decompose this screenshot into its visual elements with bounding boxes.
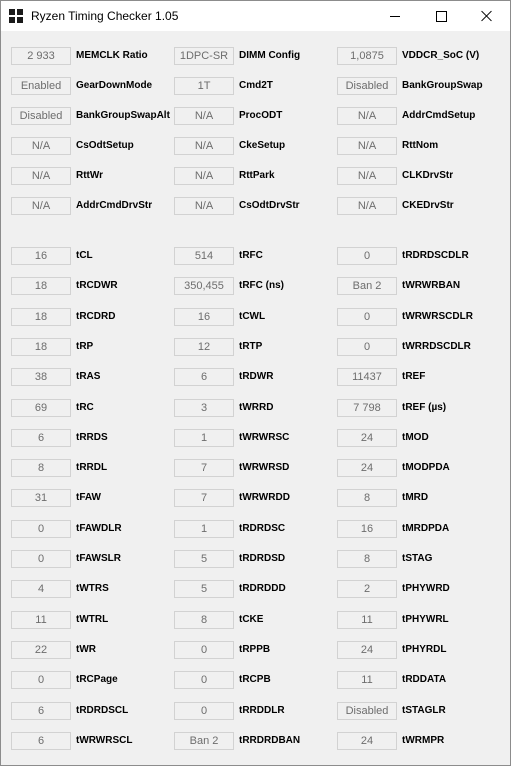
timing-value-field[interactable]: 18 [11, 308, 71, 326]
timing-label: tRRDL [76, 462, 108, 474]
timing-label: tRFC (ns) [239, 280, 284, 292]
timing-value-field[interactable]: Disabled [11, 107, 71, 125]
timing-label: tSTAG [402, 553, 433, 564]
timing-label: CsOdtDrvStr [239, 200, 300, 211]
title-bar[interactable] [1, 1, 510, 31]
timing-value-field[interactable]: 8 [337, 489, 397, 507]
timing-value-field[interactable]: 0 [174, 702, 234, 720]
timing-label: AddrCmdSetup [402, 110, 476, 121]
timing-value-field[interactable]: 1 [174, 520, 234, 538]
timing-label: tRTP [239, 340, 263, 352]
timing-label: tRAS [76, 371, 101, 383]
timing-label: tRFC [239, 250, 263, 261]
timing-label: tRDDATA [402, 674, 447, 686]
timing-label: CLKDrvStr [402, 170, 454, 181]
timing-value-field[interactable]: 8 [174, 611, 234, 629]
timing-value-field[interactable]: 38 [11, 368, 71, 386]
timing-label: VDDCR_SoC (V) [402, 50, 480, 61]
timing-value-field[interactable]: 11 [337, 671, 397, 689]
timing-label: RttPark [239, 170, 275, 181]
timing-value-field[interactable]: 1DPC-SR [174, 47, 234, 65]
timing-label: tRP [76, 340, 94, 352]
timing-label: tRRDS [76, 431, 108, 443]
timing-value-field[interactable]: Enabled [11, 77, 71, 95]
timing-label: tRCDWR [76, 280, 118, 292]
timing-label: tPHYWRL [402, 613, 449, 625]
timing-value-field[interactable]: 16 [337, 520, 397, 538]
timing-value-field[interactable]: 2 [337, 580, 397, 598]
timing-label: tRDRDSC [239, 522, 286, 534]
timing-label: tREF [402, 371, 426, 383]
timing-value-field[interactable]: 7 798 [337, 399, 397, 417]
timing-label: CsOdtSetup [76, 140, 134, 151]
timing-label: tRRDDLR [239, 704, 285, 716]
timing-value-field[interactable]: 12 [174, 338, 234, 356]
timing-value-field[interactable]: 0 [11, 520, 71, 538]
timing-value-field[interactable]: 16 [11, 247, 71, 265]
timing-label: tRDWR [239, 371, 274, 383]
timing-value-field[interactable]: N/A [174, 197, 234, 215]
timing-label: tWRWRBAN [402, 280, 461, 292]
timing-value-field[interactable]: N/A [337, 197, 397, 215]
timing-value-field[interactable]: Disabled [337, 77, 397, 95]
timing-label: tWRWRDD [239, 492, 290, 504]
timing-label: tRDRDSCL [76, 704, 129, 716]
timing-value-field[interactable]: 5 [174, 550, 234, 568]
timing-label: ProcODT [239, 110, 283, 121]
timing-label: tWTRS [76, 583, 109, 595]
timing-label: tCL [76, 250, 93, 261]
timing-label: tWR [76, 643, 96, 655]
timing-value-field[interactable]: 22 [11, 641, 71, 659]
timing-label: CKEDrvStr [402, 200, 454, 211]
minimize-button[interactable] [372, 1, 418, 31]
timing-value-field[interactable]: 11437 [337, 368, 397, 386]
timing-label: BankGroupSwapAlt [76, 110, 170, 121]
timing-label: GearDownMode [76, 80, 153, 91]
maximize-icon [436, 11, 447, 22]
timing-value-field[interactable]: Ban 2 [174, 732, 234, 750]
timing-label: tMRDPDA [402, 522, 450, 534]
timing-label: tRPPB [239, 643, 271, 655]
minimize-icon [390, 16, 400, 17]
timing-label: tFAW [76, 492, 101, 504]
timing-label: RttWr [76, 170, 104, 181]
timing-value-field[interactable]: 350,455 [174, 277, 234, 295]
timing-value-field[interactable]: 3 [174, 399, 234, 417]
timing-label: tMODPDA [402, 462, 450, 474]
timing-label: tWTRL [76, 613, 109, 625]
timing-label: tREF (µs) [402, 401, 447, 413]
timing-value-field[interactable]: 0 [337, 308, 397, 326]
timing-label: tRC [76, 401, 94, 413]
timing-label: tCKE [239, 613, 264, 625]
timing-value-field[interactable]: 6 [11, 702, 71, 720]
timing-value-field[interactable]: 24 [337, 732, 397, 750]
timing-value-field[interactable]: 69 [11, 399, 71, 417]
timing-label: tMOD [402, 431, 429, 443]
timing-value-field[interactable]: 6 [174, 368, 234, 386]
timing-value-field[interactable]: 0 [11, 550, 71, 568]
timing-label: tFAWDLR [76, 522, 122, 534]
timing-label: tRRDRDBAN [239, 734, 301, 746]
timing-value-field[interactable]: 6 [11, 429, 71, 447]
timing-label: tMRD [402, 492, 429, 504]
timing-value-field[interactable]: 18 [11, 277, 71, 295]
timing-value-field[interactable]: N/A [174, 137, 234, 155]
timing-value-field[interactable]: 8 [11, 459, 71, 477]
maximize-button[interactable] [418, 1, 464, 31]
timing-value-field[interactable]: 0 [11, 671, 71, 689]
timing-label: tRCDRD [76, 310, 116, 322]
timing-label: MEMCLK Ratio [76, 50, 148, 61]
timing-value-field[interactable]: N/A [174, 107, 234, 125]
timing-label: tWRRD [239, 401, 274, 413]
timing-value-field[interactable]: N/A [337, 107, 397, 125]
timing-label: tWRWRSC [239, 431, 290, 443]
timing-label: tWRRDSCDLR [402, 340, 471, 352]
timing-label: tRCPB [239, 674, 271, 686]
timing-value-field[interactable]: 0 [337, 247, 397, 265]
timing-label: tRCPage [76, 674, 118, 686]
timing-value-field[interactable]: 0 [174, 671, 234, 689]
timing-label: tRDRDSCDLR [402, 250, 469, 261]
timing-label: RttNom [402, 140, 439, 151]
timing-label: tRDRDSD [239, 553, 286, 564]
timing-value-field[interactable]: 24 [337, 459, 397, 477]
timing-label: tFAWSLR [76, 553, 121, 564]
timing-label: tWRWRSD [239, 462, 290, 474]
timing-label: tRDRDDD [239, 583, 286, 595]
timing-value-field[interactable]: 16 [174, 308, 234, 326]
timing-label: tWRMPR [402, 734, 445, 746]
timing-value-field[interactable]: 8 [337, 550, 397, 568]
timing-label: tSTAGLR [402, 704, 446, 716]
timing-label: tWRWRSCDLR [402, 310, 473, 322]
timing-value-field[interactable]: N/A [337, 167, 397, 185]
timing-value-field[interactable]: 2 933 [11, 47, 71, 65]
timing-label: tWRWRSCL [76, 734, 133, 746]
timing-value-field[interactable]: N/A [11, 137, 71, 155]
timing-value-field[interactable]: N/A [337, 137, 397, 155]
timing-value-field[interactable]: 514 [174, 247, 234, 265]
timing-value-field[interactable]: 0 [174, 641, 234, 659]
timing-value-field[interactable]: 11 [11, 611, 71, 629]
timing-label: DIMM Config [239, 50, 301, 61]
timing-value-field[interactable]: N/A [11, 167, 71, 185]
timing-value-field[interactable]: 7 [174, 489, 234, 507]
timing-value-field[interactable]: Disabled [337, 702, 397, 720]
timing-value-field[interactable]: 1,0875 [337, 47, 397, 65]
timing-value-field[interactable]: N/A [11, 197, 71, 215]
timing-label: tCWL [239, 310, 266, 322]
timing-value-field[interactable]: 1 [174, 429, 234, 447]
window-title: Ryzen Timing Checker 1.05 [31, 9, 179, 23]
timing-value-field[interactable]: 24 [337, 429, 397, 447]
timing-value-field[interactable]: 18 [11, 338, 71, 356]
timing-value-field[interactable]: 24 [337, 641, 397, 659]
timing-value-field[interactable]: Ban 2 [337, 277, 397, 295]
timing-label: tPHYRDL [402, 643, 447, 655]
timing-label: BankGroupSwap [402, 80, 483, 91]
timing-value-field[interactable]: 0 [337, 338, 397, 356]
app-icon [9, 9, 23, 23]
timing-value-field[interactable]: N/A [174, 167, 234, 185]
timing-label: Cmd2T [239, 80, 273, 91]
close-button[interactable] [464, 1, 510, 31]
timing-value-field[interactable]: 5 [174, 580, 234, 598]
timing-value-field[interactable]: 6 [11, 732, 71, 750]
timing-value-field[interactable]: 11 [337, 611, 397, 629]
timing-label: CkeSetup [239, 140, 286, 151]
timing-value-field[interactable]: 31 [11, 489, 71, 507]
timing-value-field[interactable]: 7 [174, 459, 234, 477]
close-icon [481, 10, 493, 22]
timing-value-field[interactable]: 4 [11, 580, 71, 598]
timing-label: AddrCmdDrvStr [76, 200, 153, 211]
timing-label: tPHYWRD [402, 583, 450, 595]
timing-value-field[interactable]: 1T [174, 77, 234, 95]
